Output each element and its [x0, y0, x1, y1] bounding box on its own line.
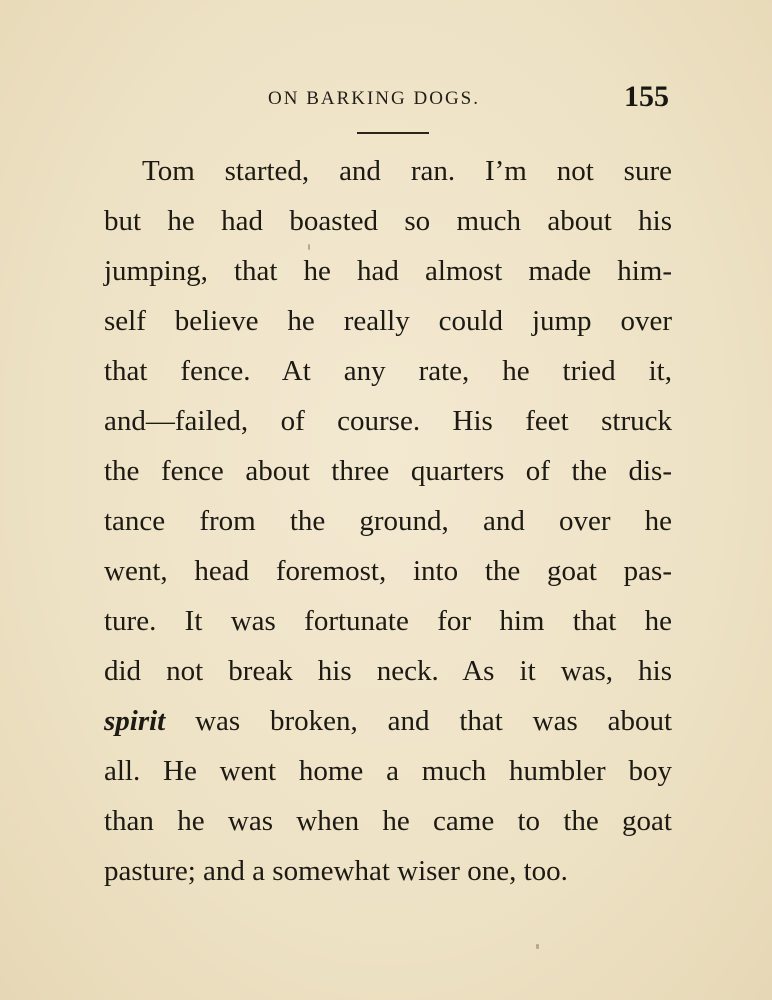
emphasis-word: spirit	[104, 705, 166, 737]
text-line: jumping, that he had almost made him-	[104, 255, 672, 287]
text-line: Tom started, and ran. I’m not sure	[142, 155, 672, 187]
running-head	[0, 80, 772, 120]
page-number: 155	[624, 80, 669, 113]
text-line: self believe he really could jump over	[104, 305, 672, 337]
header-rule	[357, 132, 429, 134]
text-line-with-emphasis	[104, 696, 672, 746]
paper-speck	[536, 944, 539, 949]
running-title: ON BARKING DOGS.	[268, 88, 480, 109]
text-line: but he had boasted so much about his	[104, 205, 672, 237]
text-line: ture. It was fortunate for him that he	[104, 605, 672, 637]
text-line: did not break his neck. As it was, his	[104, 655, 672, 687]
text-line: the fence about three quarters of the dis-	[104, 455, 672, 487]
body-text	[104, 146, 672, 896]
text-line: went, head foremost, into the goat pas-	[104, 555, 672, 587]
text-line: and—failed, of course. His feet struck	[104, 405, 672, 437]
text-line: than he was when he came to the goat	[104, 805, 672, 837]
text-line: pasture; and a somewhat wiser one, too.	[104, 855, 568, 887]
text-line: all. He went home a much humbler boy	[104, 755, 672, 787]
text-line: that fence. At any rate, he tried it,	[104, 355, 672, 387]
text-line-rest: was broken, and that was about	[195, 705, 673, 737]
paper-speck	[308, 244, 310, 250]
text-line: tance from the ground, and over he	[104, 505, 672, 537]
